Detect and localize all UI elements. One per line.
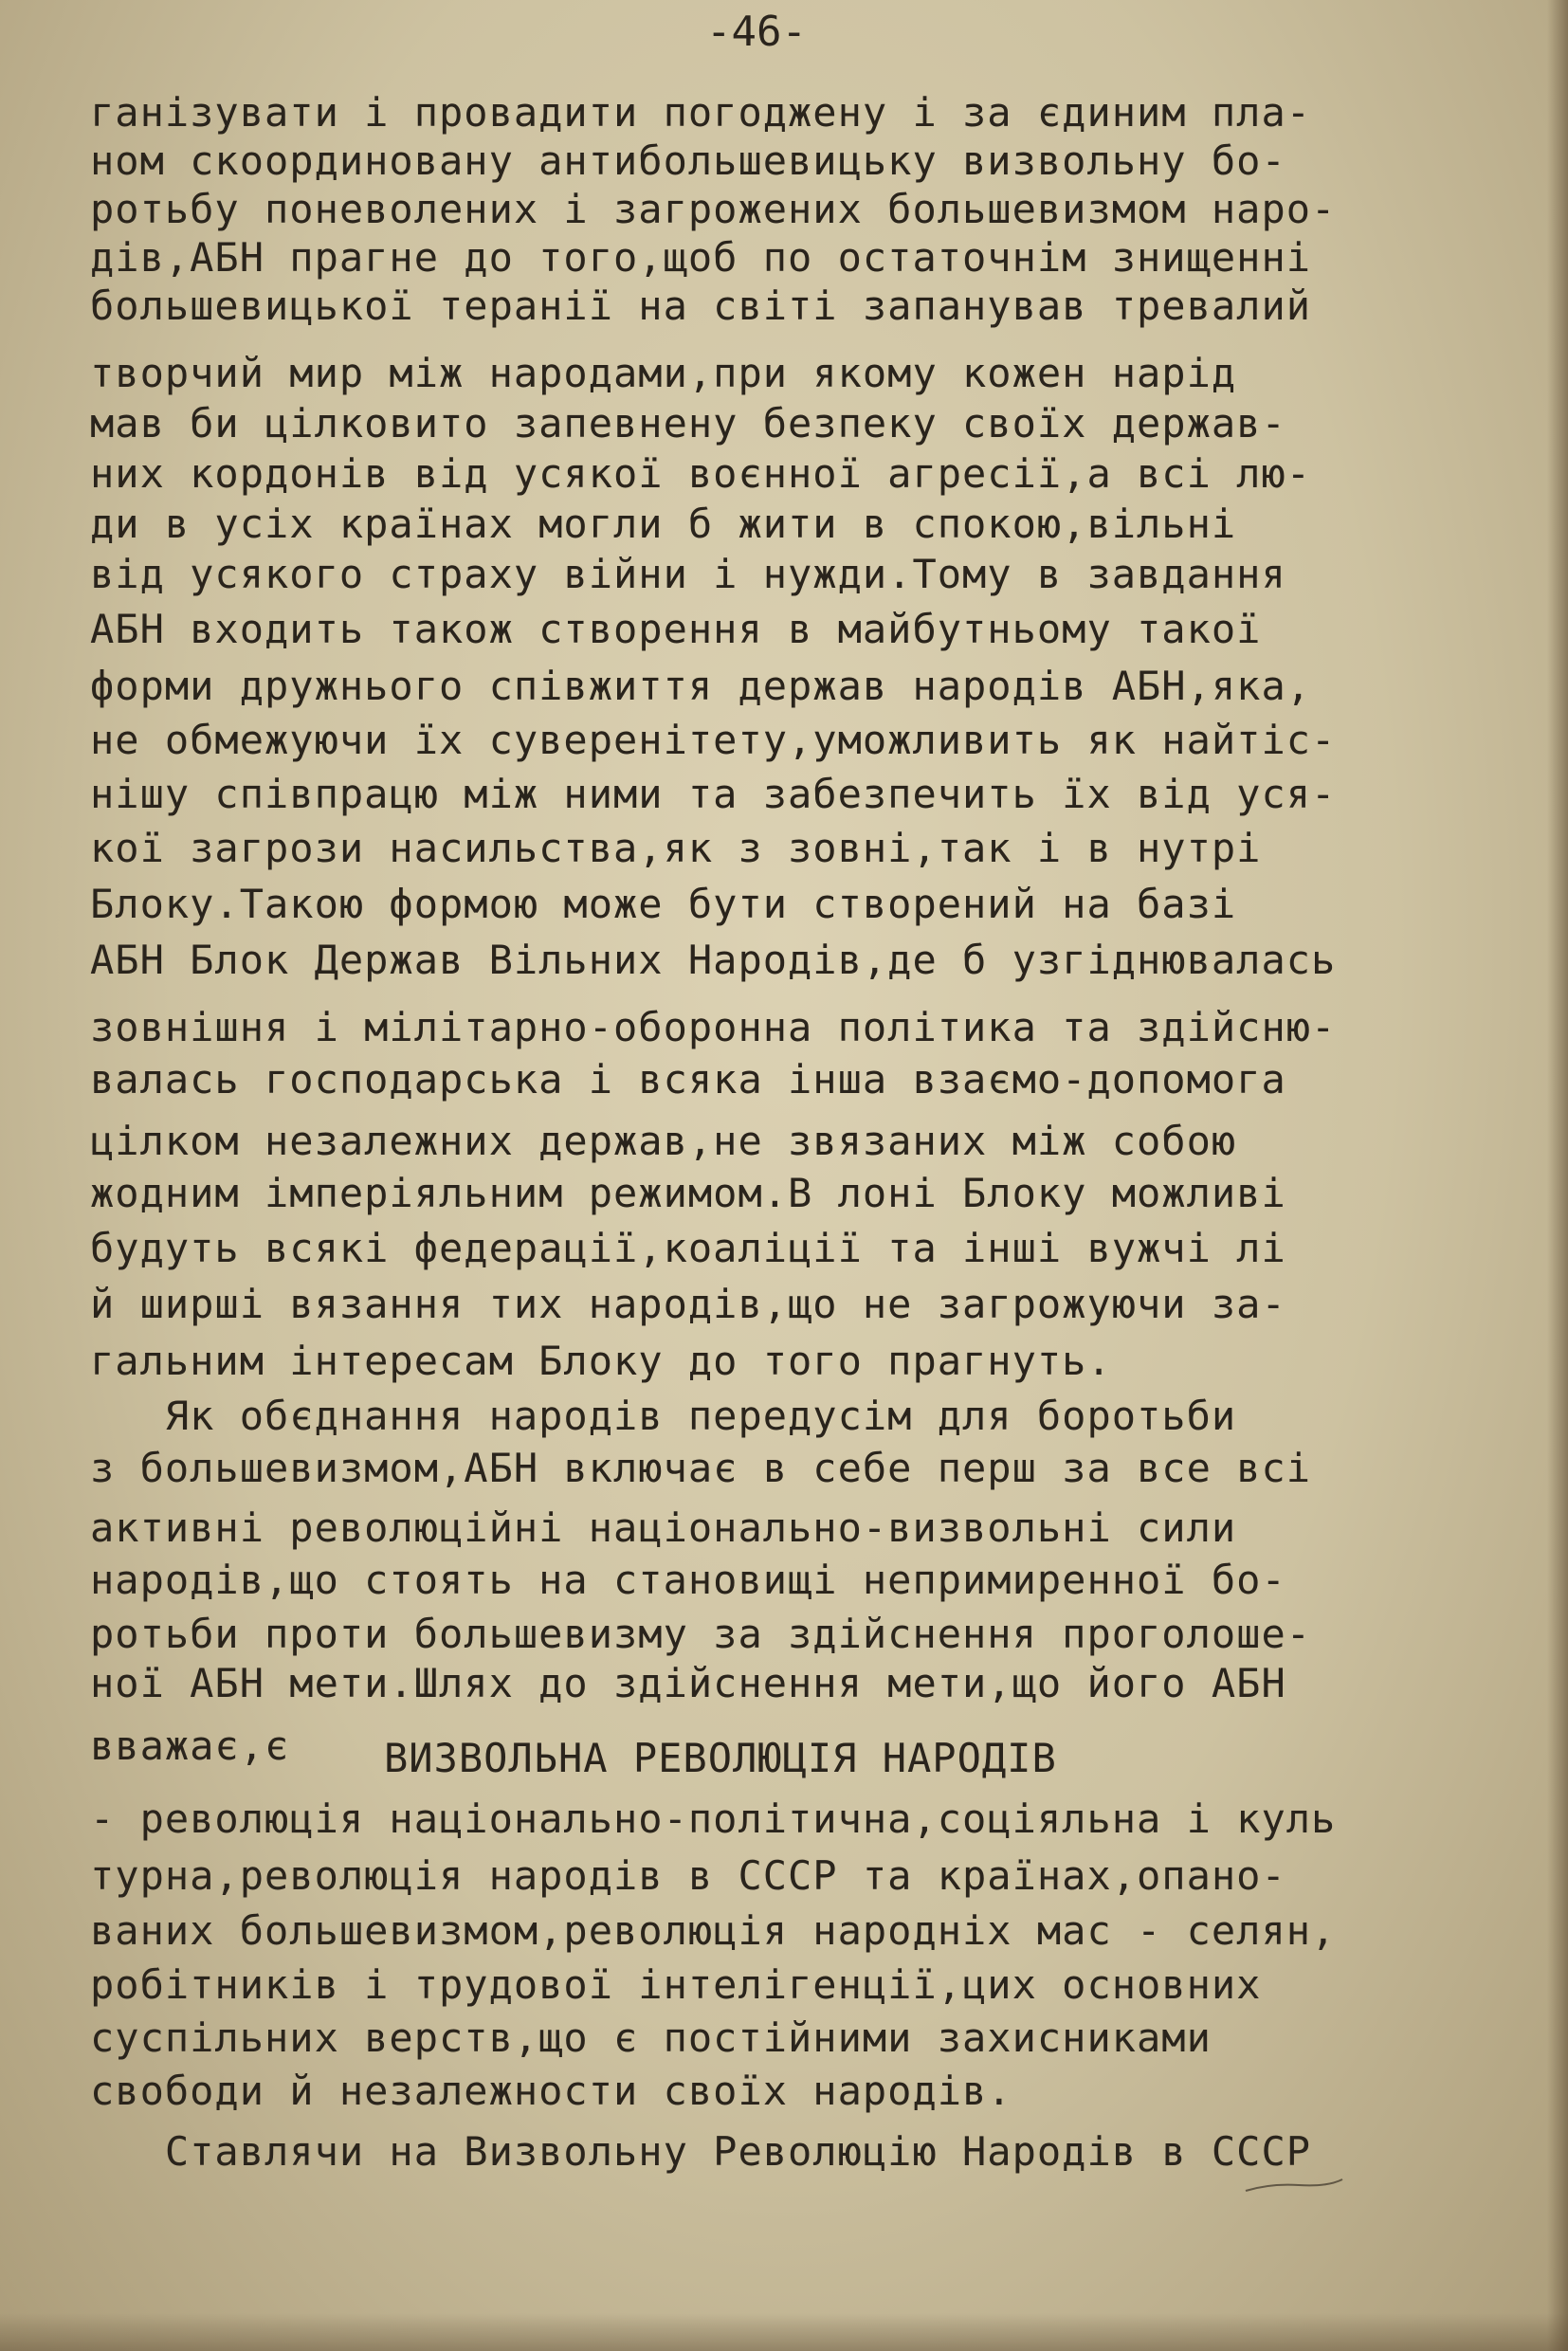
text-line: кої загрози насильства,як з зовні,так і в нутрі	[90, 825, 1262, 871]
text-line: ротьби проти большевизму за здійснення проголоше-	[90, 1611, 1312, 1657]
pencil-mark-icon	[1242, 2176, 1346, 2195]
text-line: Ставлячи на Визвольну Революцію Народів в СССР	[90, 2128, 1312, 2175]
text-line: народів,що стоять на становищі непримиренної бо-	[90, 1557, 1286, 1603]
text-line: ном скоординовану антибольшевицьку визвольну бо-	[90, 137, 1286, 184]
text-line: - революція національно-політична,соціяльна і куль	[90, 1795, 1337, 1842]
page-number: -46-	[706, 8, 807, 56]
text-line: АБН Блок Держав Вільних Народів,де б узгіднювалась	[90, 937, 1337, 983]
text-line: дів,АБН прагне до того,щоб по остаточнім знищенні	[90, 234, 1312, 281]
text-line: цілком незалежних держав,не звязаних між собою	[90, 1118, 1237, 1164]
page-bottom-shadow	[0, 2313, 1568, 2351]
section-heading: ВИЗВОЛЬНА РЕВОЛЮЦІЯ НАРОДІВ	[384, 1735, 1057, 1781]
page-edge-shadow	[1547, 0, 1568, 2351]
text-line: ди в усіх країнах могли б жити в спокою,вільні	[90, 501, 1237, 547]
text-line: від усякого страху війни і нужди.Тому в завдання	[90, 551, 1286, 597]
text-line: мав би цілковито запевнену безпеку своїх держав-	[90, 400, 1286, 447]
text-line: большевицької теранії на світі запанував тревалий	[90, 282, 1312, 329]
text-line: з большевизмом,АБН включає в себе перш за все всі	[90, 1445, 1312, 1491]
text-line: валась господарська і всяка інша взаємо-допомога	[90, 1056, 1286, 1103]
text-line: них кордонів від усякої воєнної агресії,а всі лю-	[90, 450, 1312, 497]
text-line: ної АБН мети.Шлях до здійснення мети,що його АБН	[90, 1660, 1286, 1706]
text-line: АБН входить також створення в майбутньому такої	[90, 606, 1262, 652]
text-line: ваних большевизмом,революція народніх мас - селян,	[90, 1907, 1337, 1954]
text-line: форми дружнього співжиття держав народів АБН,яка,	[90, 663, 1312, 709]
text-line: гальним інтересам Блоку до того прагнуть.	[90, 1338, 1112, 1384]
text-line: активні революційні національно-визвольні сили	[90, 1504, 1237, 1551]
text-line: свободи й незалежности своїх народів.	[90, 2068, 1012, 2114]
text-line: творчий мир між народами,при якому кожен нарід	[90, 350, 1237, 396]
text-line: ганізувати і провадити погоджену і за єдиним пла-	[90, 89, 1312, 136]
text-line: робітників і трудової інтелігенції,цих основних	[90, 1961, 1262, 2008]
text-line: зовнішня і мілітарно-оборонна політика та здійсню-	[90, 1004, 1337, 1050]
text-line: суспільних верств,що є постійними захисниками	[90, 2014, 1212, 2061]
text-line: й ширші вязання тих народів,що не загрожуючи за-	[90, 1281, 1286, 1327]
text-line: не обмежуючи їх суверенітету,уможливить як найтіс-	[90, 717, 1337, 763]
text-line: турна,революція народів в СССР та країнах,опано-	[90, 1852, 1286, 1899]
text-line: нішу співпрацю між ними та забезпечить їх від уся-	[90, 771, 1337, 817]
text-line: будуть всякі федерації,коаліції та інші вужчі лі	[90, 1225, 1286, 1271]
text-line: Блоку.Такою формою може бути створений на базі	[90, 881, 1237, 927]
text-line: жодним імперіяльним режимом.В лоні Блоку можливі	[90, 1170, 1286, 1216]
text-line: Як обєднання народів передусім для боротьби	[90, 1393, 1237, 1439]
text-line: вважає,є	[90, 1722, 290, 1769]
text-line: ротьбу поневолених і загрожених большевизмом наро-	[90, 186, 1337, 232]
